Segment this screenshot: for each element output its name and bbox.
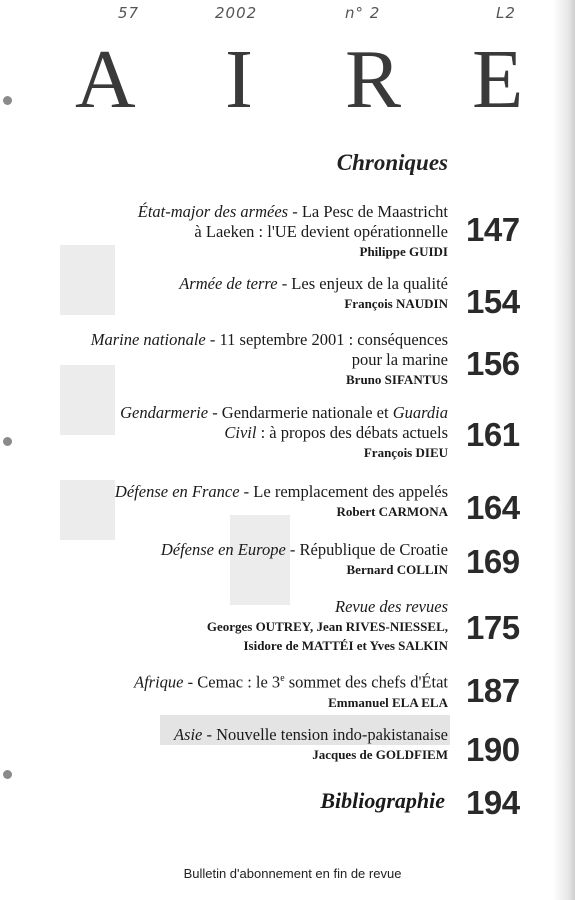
toc-entry[interactable] <box>40 330 448 389</box>
entry-author: Robert CARMONA <box>336 504 448 519</box>
entry-title-line: Défense en Europe - République de Croatie <box>160 540 448 559</box>
entry-title-line: État-major des armées - La Pesc de Maastricht <box>137 202 448 221</box>
toc-entry[interactable] <box>40 482 448 521</box>
page-number[interactable]: 161 <box>466 416 520 453</box>
toc-entry[interactable] <box>40 274 448 313</box>
page-number[interactable]: 169 <box>466 543 520 580</box>
entry-title-line: Asie - Nouvelle tension indo-pakistanaise <box>173 725 448 744</box>
entry-title-line: Marine nationale - 11 septembre 2001 : conséquences <box>90 330 448 349</box>
masthead-letter: A <box>75 33 136 126</box>
page-number[interactable]: 187 <box>466 672 520 709</box>
page-number[interactable]: 147 <box>466 211 520 248</box>
masthead-letter: I <box>225 33 253 126</box>
toc-entry[interactable] <box>40 540 448 579</box>
section-title: Chroniques <box>336 150 448 175</box>
masthead-letter: E <box>472 33 524 126</box>
entry-author: Philippe GUIDI <box>359 244 448 259</box>
punch-hole <box>3 96 12 105</box>
handwritten-code: L2 <box>496 4 516 22</box>
toc-entry[interactable] <box>40 403 448 462</box>
page-number[interactable]: 156 <box>466 345 520 382</box>
bibliography-page-number[interactable]: 194 <box>466 784 520 821</box>
masthead-letter: R <box>345 33 402 126</box>
entry-title-line: à Laeken : l'UE devient opérationnelle <box>194 222 448 241</box>
handwritten-issue: n° 2 <box>345 4 381 22</box>
bibliography-label[interactable]: Bibliographie <box>320 788 445 813</box>
punch-hole <box>3 437 12 446</box>
entry-title-line: Revue des revues <box>335 597 448 616</box>
page-number[interactable]: 154 <box>466 283 520 320</box>
entry-author: François NAUDIN <box>344 296 448 311</box>
entry-author: François DIEU <box>363 445 448 460</box>
entry-title-line: Gendarmerie - Gendarmerie nationale et Guardia <box>120 403 448 422</box>
page-number[interactable]: 164 <box>466 489 520 526</box>
toc-entry[interactable] <box>40 597 448 655</box>
entry-title-line: Armée de terre - Les enjeux de la qualité <box>179 274 448 293</box>
toc-entry[interactable] <box>40 669 448 712</box>
masthead <box>60 33 540 126</box>
entry-title-line: Civil : à propos des débats actuels <box>224 423 448 442</box>
entry-author: Georges OUTREY, Jean RIVES-NIESSEL, <box>206 619 448 634</box>
entry-title-line: Afrique - Cemac : le 3e sommet des chefs d'État <box>134 672 448 692</box>
page-number[interactable]: 190 <box>466 731 520 768</box>
punch-hole <box>3 770 12 779</box>
toc-entry[interactable] <box>40 202 448 261</box>
toc-entry[interactable] <box>40 725 448 764</box>
scan-edge <box>553 0 575 900</box>
entry-author: Emmanuel ELA ELA <box>328 694 448 710</box>
entry-author: Bernard COLLIN <box>346 562 448 577</box>
entry-author: Jacques de GOLDFIEM <box>312 747 448 762</box>
entry-author: Isidore de MATTÉI et Yves SALKIN <box>243 638 448 653</box>
subscription-note: Bulletin d'abonnement en fin de revue <box>183 866 402 881</box>
entry-title-line: pour la marine <box>351 350 448 369</box>
page-number[interactable]: 175 <box>466 609 520 646</box>
entry-author: Bruno SIFANTUS <box>346 372 448 387</box>
handwritten-number: 57 <box>118 4 140 22</box>
entry-title-line: Défense en France - Le remplacement des appelés <box>114 482 448 501</box>
handwritten-year: 2002 <box>215 4 258 22</box>
